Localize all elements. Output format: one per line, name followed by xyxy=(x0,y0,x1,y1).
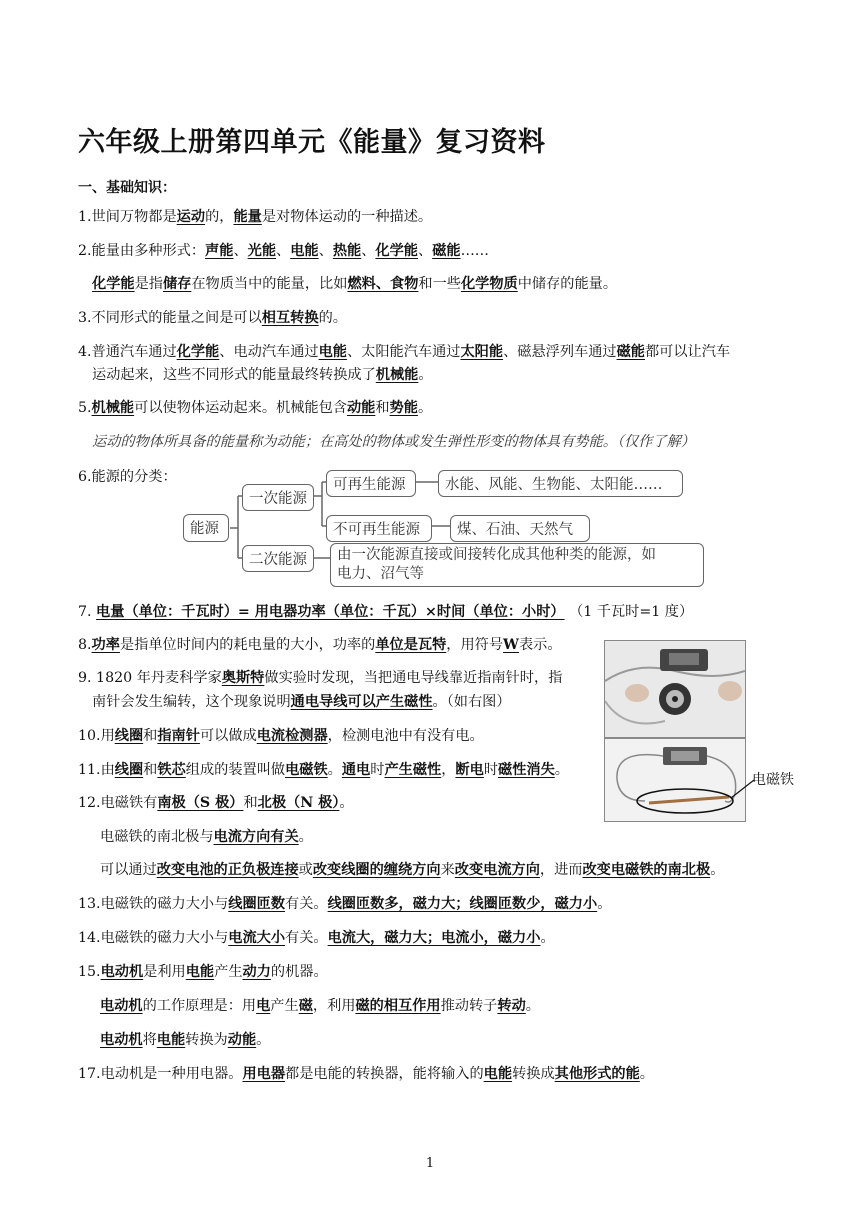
text-segment: ， xyxy=(441,762,456,778)
text-segment: 有关。 xyxy=(285,896,328,912)
key-term: 改变电池的正负极连接 xyxy=(156,862,299,878)
key-term: 磁性消失 xyxy=(498,762,555,778)
text-segment: 14.电磁铁的磁力大小与 xyxy=(78,930,229,946)
key-term: 线圈 xyxy=(114,762,144,778)
text-segment: 是指单位时间内的耗电量的大小，功率的 xyxy=(119,637,376,653)
key-term: 改变电磁铁的南北极 xyxy=(582,862,711,878)
key-term: 用电器 xyxy=(242,1066,286,1082)
text-segment: 产生 xyxy=(214,964,243,980)
key-term: 线圈 xyxy=(114,728,144,744)
text-segment: 产生 xyxy=(270,998,299,1014)
key-term: 磁的相互作用 xyxy=(355,998,441,1014)
secondary-desc-line-1: 由一次能源直接或间接转化成其他种类的能源，如 xyxy=(337,547,656,563)
text-segment: 的工作原理是：用 xyxy=(142,998,257,1014)
item-9-line-2 xyxy=(92,691,511,713)
energy-root-box: 能源 xyxy=(183,514,229,542)
item-2 xyxy=(78,240,489,262)
text-segment: 可以使物体运动起来。机械能包含 xyxy=(134,400,347,416)
text-segment: 5. xyxy=(78,400,92,416)
text-segment: 。 xyxy=(298,829,313,845)
text-segment: 。 xyxy=(540,930,555,946)
key-term: 太阳能 xyxy=(460,344,504,360)
text-segment: 运动起来，这些不同形式的能量最终转换成了 xyxy=(92,367,376,383)
text-segment: ，检测电池中有没有电。 xyxy=(327,728,484,744)
text-segment: 。 xyxy=(597,896,612,912)
electromagnet-illustration xyxy=(605,739,745,821)
text-segment: 都可以让汽车 xyxy=(644,344,731,360)
text-segment: 3.不同形式的能量之间是可以 xyxy=(78,310,262,326)
text-segment: 来 xyxy=(440,862,455,878)
item-12 xyxy=(78,792,354,814)
electromagnet-caption: 电磁铁 xyxy=(752,772,794,788)
primary-energy-box: 一次能源 xyxy=(242,484,314,511)
key-term: 电能 xyxy=(290,243,319,259)
text-segment: 7. xyxy=(78,604,97,620)
item-13 xyxy=(78,893,611,915)
key-term: 相互转换 xyxy=(261,310,319,326)
text-segment: 和 xyxy=(243,795,258,811)
key-term: 电 xyxy=(256,998,271,1014)
item-4-line-1 xyxy=(78,341,730,363)
text-segment: 电磁铁的南北极与 xyxy=(100,829,214,845)
key-term: 线圈匝数多，磁力大；线圈匝数少，磁力小 xyxy=(327,896,598,912)
text-segment: 和 xyxy=(375,400,390,416)
key-term: 电磁铁 xyxy=(285,762,328,778)
key-term: 磁能 xyxy=(432,243,461,259)
key-term: 电动机 xyxy=(100,1032,143,1048)
text-segment: 、 xyxy=(318,243,333,259)
text-segment: 。 xyxy=(418,367,433,383)
key-term: 化学能 xyxy=(92,276,135,292)
oersted-experiment-photo xyxy=(604,640,746,738)
text-segment: 和 xyxy=(143,762,158,778)
key-term: 化学物质 xyxy=(460,276,518,292)
item-12-poles xyxy=(100,826,313,848)
key-term: 电能 xyxy=(483,1066,513,1082)
key-term: W xyxy=(503,637,519,653)
text-segment: 表示。 xyxy=(518,637,562,653)
secondary-energy-box: 二次能源 xyxy=(242,545,314,572)
key-term: 化学能 xyxy=(375,243,418,259)
text-segment: 15. xyxy=(78,964,101,980)
key-term: 电动机 xyxy=(100,964,144,980)
key-term: 产生磁性 xyxy=(384,762,442,778)
text-segment: 是对物体运动的一种描述。 xyxy=(261,209,433,225)
text-segment: …… xyxy=(460,243,489,259)
key-term: 电能 xyxy=(185,964,215,980)
key-term: 储存 xyxy=(162,276,192,292)
text-segment: 11.由 xyxy=(78,762,115,778)
key-term: 功率 xyxy=(91,637,120,653)
text-segment: 推动转子 xyxy=(440,998,498,1014)
text-segment: 9. 1820 年丹麦科学家 xyxy=(78,670,222,686)
key-term: 电能 xyxy=(318,344,347,360)
key-term: 动能 xyxy=(346,400,376,416)
text-segment: 的， xyxy=(205,209,234,225)
item-6: 6.能源的分类： xyxy=(78,469,177,485)
item-12-change xyxy=(100,859,724,881)
text-segment: ，用符号 xyxy=(446,637,504,653)
key-term: 运动 xyxy=(176,209,206,225)
text-segment: 12.电磁铁有 xyxy=(78,795,158,811)
text-segment: 的机器。 xyxy=(270,964,328,980)
item-9-line-1 xyxy=(78,667,562,689)
item-15-conversion xyxy=(100,1029,270,1051)
nonrenewable-energy-box: 不可再生能源 xyxy=(326,515,432,542)
text-segment: 组成的装置叫做 xyxy=(185,762,286,778)
section-heading: 一、基础知识： xyxy=(78,180,176,196)
text-segment: 有关。 xyxy=(285,930,328,946)
item-15 xyxy=(78,961,328,983)
key-term: 铁芯 xyxy=(157,762,186,778)
text-segment: 。 xyxy=(710,862,725,878)
item-2-detail xyxy=(92,273,617,295)
item-15-principle xyxy=(100,995,540,1017)
key-term: 电流检测器 xyxy=(256,728,328,744)
item-5-note: 运动的物体所具备的能量称为动能；在高处的物体或发生弹性形变的物体具有势能。（仅作了解） xyxy=(92,434,695,450)
item-14 xyxy=(78,927,555,949)
text-segment: 、 xyxy=(418,243,433,259)
text-segment: 2.能量由多种形式： xyxy=(78,243,206,259)
text-segment: 是利用 xyxy=(143,964,186,980)
text-segment: 、 xyxy=(361,243,376,259)
key-term: 热能 xyxy=(332,243,362,259)
key-term: 势能 xyxy=(389,400,418,416)
item-7 xyxy=(78,601,693,623)
text-segment: 。 xyxy=(339,795,354,811)
text-segment: 转换为 xyxy=(185,1032,228,1048)
text-segment: 、磁悬浮列车通过 xyxy=(503,344,617,360)
key-term: 化学能 xyxy=(176,344,220,360)
key-term: 光能 xyxy=(247,243,277,259)
text-segment: 。 xyxy=(327,762,342,778)
nonrenewable-examples-box: 煤、石油、天然气 xyxy=(450,515,590,542)
text-segment: 4.普通汽车通过 xyxy=(78,344,177,360)
electromagnet-photo xyxy=(604,738,746,822)
text-segment: 8. xyxy=(78,637,92,653)
item-3 xyxy=(78,307,347,329)
text-segment: 和 xyxy=(143,728,158,744)
text-segment: 。 xyxy=(639,1066,654,1082)
text-segment: 和一些 xyxy=(418,276,461,292)
key-term: 机械能 xyxy=(375,367,419,383)
key-term: 电流大小 xyxy=(228,930,286,946)
key-term: 能量 xyxy=(233,209,262,225)
key-term: 北极（N 极） xyxy=(257,795,340,811)
page-number: 1 xyxy=(425,1156,435,1171)
key-term: 南极（S 极） xyxy=(157,795,244,811)
key-term: 电动机 xyxy=(100,998,143,1014)
item-8 xyxy=(78,634,562,656)
key-term: 磁 xyxy=(298,998,313,1014)
key-term: 其他形式的能 xyxy=(554,1066,640,1082)
text-segment: 、电动汽车通过 xyxy=(219,344,319,360)
renewable-energy-box: 可再生能源 xyxy=(326,470,416,497)
text-segment: 。 xyxy=(554,762,569,778)
text-segment: 、 xyxy=(233,243,248,259)
item-17 xyxy=(78,1063,654,1085)
key-term: 单位是瓦特 xyxy=(375,637,447,653)
text-segment: 。 xyxy=(525,998,540,1014)
key-term: 改变线圈的缠绕方向 xyxy=(312,862,441,878)
text-segment: 可以做成 xyxy=(199,728,257,744)
item-10 xyxy=(78,725,484,747)
key-term: 电流方向有关 xyxy=(213,829,299,845)
text-segment: 转换成 xyxy=(512,1066,555,1082)
key-term: 磁能 xyxy=(616,344,645,360)
item-4-line-2 xyxy=(92,364,433,386)
key-term: 指南针 xyxy=(157,728,200,744)
text-segment: 中储存的能量。 xyxy=(517,276,618,292)
renewable-examples-box: 水能、风能、生物能、太阳能…… xyxy=(438,470,683,497)
text-segment: 1.世间万物都是 xyxy=(78,209,177,225)
key-term: 声能 xyxy=(205,243,234,259)
text-segment: 是指 xyxy=(134,276,163,292)
page-title: 六年级上册第四单元《能量》复习资料 xyxy=(78,127,546,158)
key-term: 电量（单位：千瓦时）= 用电器功率（单位：千瓦）×时间（单位：小时） xyxy=(96,604,565,620)
key-term: 奥斯特 xyxy=(221,670,265,686)
text-segment: 、太阳能汽车通过 xyxy=(346,344,461,360)
text-segment: 将 xyxy=(142,1032,157,1048)
secondary-desc-line-2: 电力、沼气等 xyxy=(337,566,424,582)
text-segment: （1 千瓦时=1 度） xyxy=(564,604,694,620)
text-segment: 17.电动机是一种用电器。 xyxy=(78,1066,243,1082)
key-term: 通电导线可以产生磁性 xyxy=(290,694,433,710)
text-segment: 在物质当中的能量，比如 xyxy=(191,276,348,292)
caption-pointer-arrow xyxy=(728,778,758,802)
text-segment: 南针会发生编转，这个现象说明 xyxy=(92,694,291,710)
text-segment: 或 xyxy=(298,862,313,878)
item-11 xyxy=(78,759,569,781)
key-term: 断电 xyxy=(455,762,484,778)
key-term: 动能 xyxy=(227,1032,257,1048)
key-term: 机械能 xyxy=(91,400,135,416)
text-segment: 。（如右图） xyxy=(432,694,511,710)
text-segment: 的。 xyxy=(318,310,347,326)
item-1 xyxy=(78,206,432,228)
key-term: 燃料、食物 xyxy=(347,276,419,292)
text-segment: 时 xyxy=(483,762,499,778)
text-segment: 都是电能的转换器，能将输入的 xyxy=(285,1066,484,1082)
key-term: 电能 xyxy=(156,1032,186,1048)
text-segment: ，进而 xyxy=(539,862,583,878)
text-segment: 。 xyxy=(417,400,433,416)
key-term: 电流大，磁力大；电流小，磁力小 xyxy=(327,930,541,946)
compass-wire-illustration xyxy=(605,641,745,737)
text-segment: 做实验时发现，当把通电导线靠近指南针时，指 xyxy=(264,670,563,686)
key-term: 通电 xyxy=(341,762,371,778)
text-segment: 时 xyxy=(370,762,385,778)
text-segment: 、 xyxy=(276,243,291,259)
key-term: 动力 xyxy=(242,964,271,980)
secondary-description-box xyxy=(330,543,704,587)
text-segment: 可以通过 xyxy=(100,862,157,878)
key-term: 线圈匝数 xyxy=(228,896,286,912)
key-term: 改变电流方向 xyxy=(454,862,540,878)
text-segment: 。 xyxy=(256,1032,271,1048)
item-5 xyxy=(78,397,432,419)
key-term: 转动 xyxy=(497,998,526,1014)
text-segment: 13.电磁铁的磁力大小与 xyxy=(78,896,229,912)
text-segment: 10.用 xyxy=(78,728,115,744)
text-segment: ，利用 xyxy=(312,998,356,1014)
